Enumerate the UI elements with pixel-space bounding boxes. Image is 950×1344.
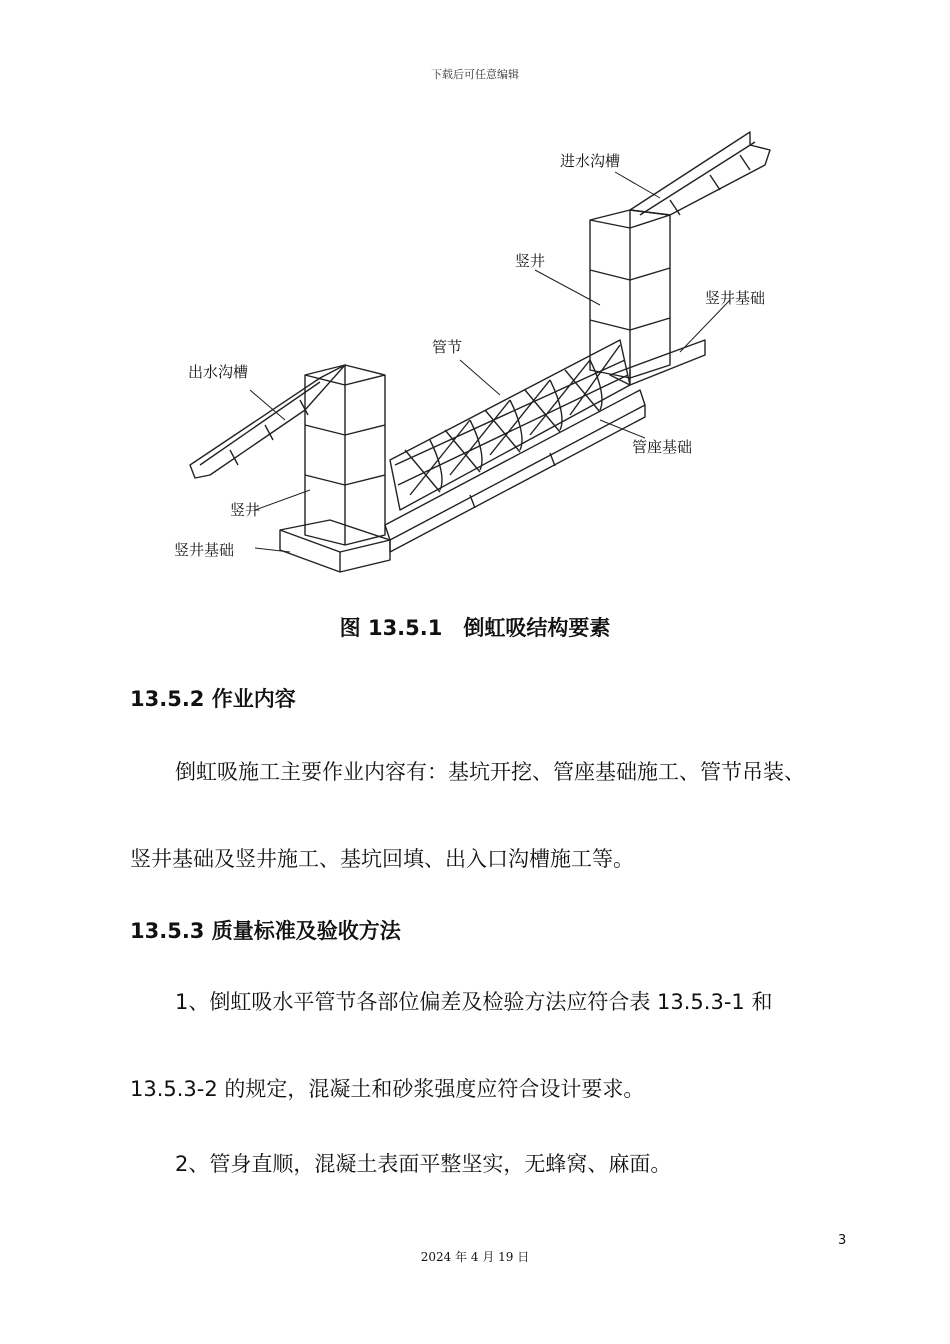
page-footer-date: 2024 年 4 月 19 日 <box>420 1250 530 1264</box>
outlet-channel <box>190 365 345 478</box>
left-shaft <box>305 365 385 545</box>
leader-lines <box>250 172 730 552</box>
pipe-base <box>385 390 645 552</box>
label-pipe-section: 管节 <box>432 338 463 356</box>
inverted-siphon-diagram <box>170 120 800 590</box>
label-shaft-base-left: 竖井基础 <box>174 541 235 559</box>
label-shaft-left: 竖井 <box>230 501 261 519</box>
section-heading-13-5-2: 13.5.2 作业内容 <box>130 687 296 711</box>
page-header: 下载后可任意编辑 <box>431 68 519 81</box>
left-shaft-base <box>280 520 390 572</box>
page-number: 3 <box>838 1233 847 1248</box>
right-shaft <box>590 210 670 378</box>
right-shaft-base <box>610 340 705 385</box>
section-heading-13-5-3: 13.5.3 质量标准及验收方法 <box>130 919 401 943</box>
inlet-channel <box>630 132 770 215</box>
figure-caption: 图 13.5.1 倒虹吸结构要素 <box>339 616 611 640</box>
paragraph-line: 竖井基础及竖井施工、基坑回填、出入口沟槽施工等。 <box>130 847 634 871</box>
list-item-1-line: 1、倒虹吸水平管节各部位偏差及检验方法应符合表 13.5.3-1 和 <box>175 990 773 1014</box>
list-item-1-line: 13.5.3-2 的规定，混凝土和砂浆强度应符合设计要求。 <box>130 1077 645 1101</box>
label-inlet-channel: 进水沟槽 <box>560 152 621 170</box>
list-item-2: 2、管身直顺，混凝土表面平整坚实，无蜂窝、麻面。 <box>175 1152 672 1176</box>
pipe-body <box>390 340 630 510</box>
paragraph-line: 倒虹吸施工主要作业内容有：基坑开挖、管座基础施工、管节吊装、 <box>175 760 805 784</box>
label-pipe-base: 管座基础 <box>632 438 693 456</box>
label-outlet-channel: 出水沟槽 <box>188 363 249 381</box>
label-shaft-base-right: 竖井基础 <box>705 289 766 307</box>
label-shaft-right: 竖井 <box>515 252 546 270</box>
